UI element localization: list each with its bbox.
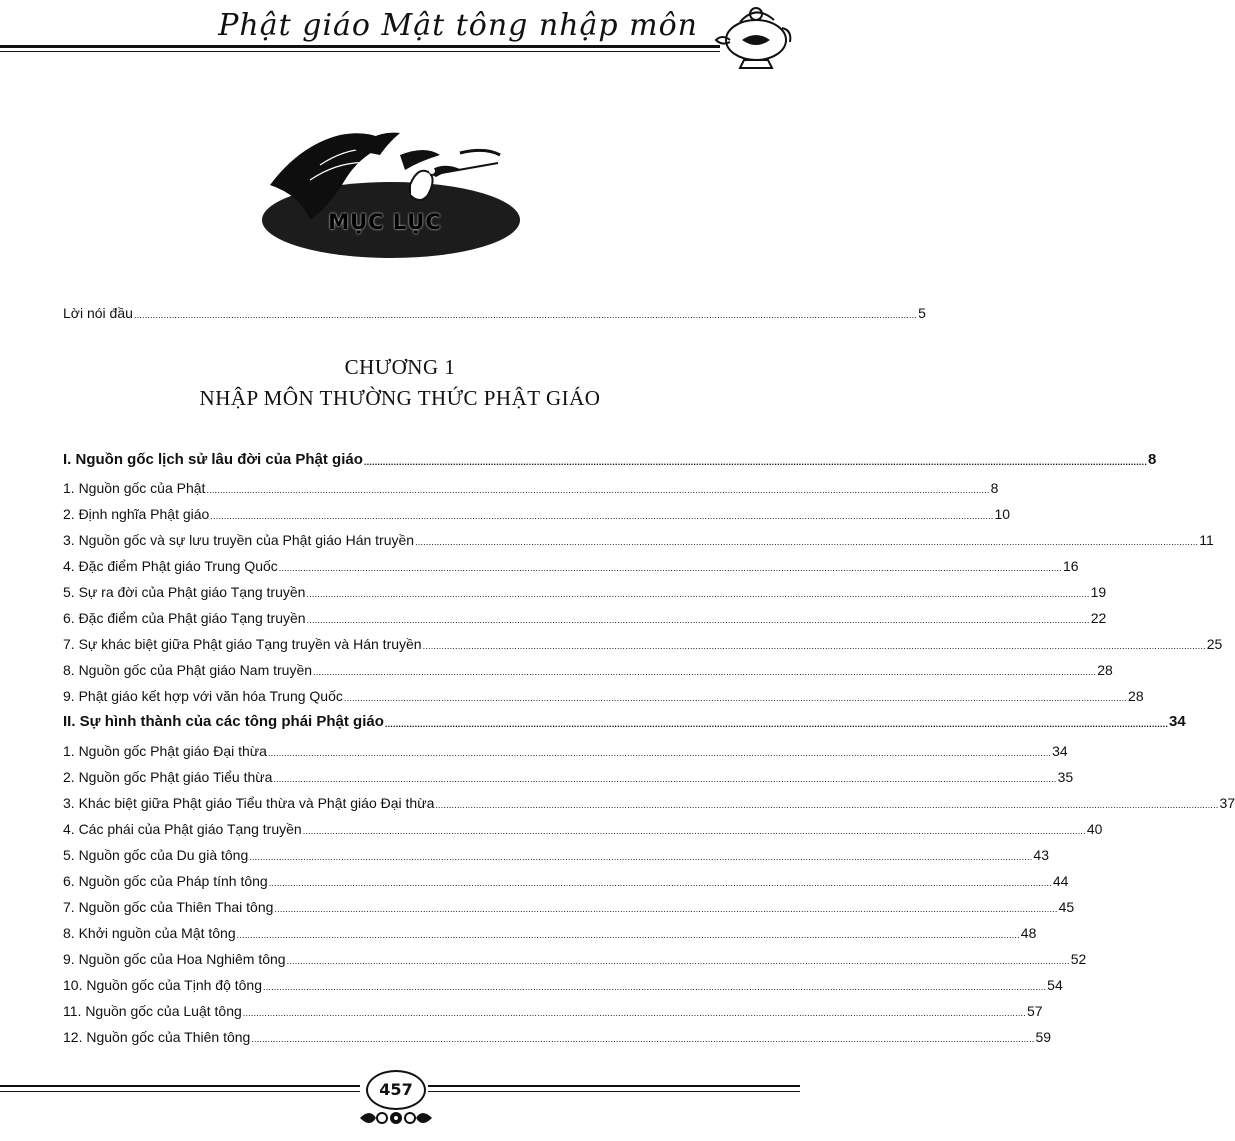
footer-rule-right-thin xyxy=(428,1091,800,1092)
toc-section-title: II. Sự hình thành của các tông phái Phật giáo xyxy=(63,713,384,730)
footer-rule-left-thin xyxy=(0,1091,360,1092)
toc-entry-title: 5. Nguồn gốc của Du già tông xyxy=(63,847,249,863)
toc-entry-page: 5 xyxy=(918,305,926,321)
toc-entry-title: 6. Đặc điểm của Phật giáo Tạng truyền xyxy=(63,610,306,626)
footer-rule-left xyxy=(0,1085,360,1087)
toc-entry-page: 8 xyxy=(990,480,999,496)
toc-entry-title: 12. Nguồn gốc của Thiên tông xyxy=(63,1029,251,1045)
toc-entry xyxy=(63,769,1074,785)
toc-entry xyxy=(63,506,1011,522)
toc-entry-title: 1. Nguồn gốc Phật giáo Đại thừa xyxy=(63,743,267,759)
toc-entry-page: 22 xyxy=(1090,610,1107,626)
toc-entry xyxy=(63,610,1107,626)
toc-entry-title: 6. Nguồn gốc của Pháp tính tông xyxy=(63,873,268,889)
toc-entry-page: 25 xyxy=(1206,636,1223,652)
toc-entry-title: 8. Nguồn gốc của Phật giáo Nam truyền xyxy=(63,662,313,678)
toc-entry-title: 9. Phật giáo kết hợp với văn hóa Trung Quốc xyxy=(63,688,343,704)
toc-entry-title: 4. Các phái của Phật giáo Tạng truyền xyxy=(63,821,302,837)
toc-entry-title: 4. Đặc điểm Phật giáo Trung Quốc xyxy=(63,558,278,574)
toc-entry xyxy=(63,662,1113,678)
toc-section-2 xyxy=(63,713,1186,730)
chapter-number: CHƯƠNG 1 xyxy=(344,355,456,379)
dot-leader: .................................................................................................................................................................................................................................................................................................. xyxy=(251,1034,1035,1044)
toc-section-1 xyxy=(63,451,1157,468)
dot-leader: .................................................................................................................................................................................................................................................................................................. xyxy=(422,641,1206,651)
toc-entry-page: 48 xyxy=(1020,925,1037,941)
dot-leader: .................................................................................................................................................................................................................................................................................................. xyxy=(302,826,1086,836)
toc-entry-page: 19 xyxy=(1090,584,1107,600)
toc-entry-title: Lời nói đầu xyxy=(63,305,133,321)
toc-entry xyxy=(63,1003,1043,1019)
toc-entry-page: 59 xyxy=(1035,1029,1052,1045)
toc-entry-title: 3. Nguồn gốc và sự lưu truyền của Phật giáo Hán truyền xyxy=(63,532,415,548)
flower-ornament-icon xyxy=(356,1104,436,1132)
dot-leader: .................................................................................................................................................................................................................................................................................................. xyxy=(268,878,1052,888)
dot-leader: .................................................................................................................................................................................................................................................................................................. xyxy=(278,563,1062,573)
dot-leader: .................................................................................................................................................................................................................................................................................................. xyxy=(306,589,1090,599)
toc-section-page: 34 xyxy=(1169,713,1186,730)
dot-leader: .................................................................................................................................................................................................................................................................................................. xyxy=(274,904,1058,914)
toc-entry xyxy=(63,743,1068,759)
toc-entry xyxy=(63,584,1107,600)
dot-leader: .................................................................................................................................................................................................................................................................................................. xyxy=(263,982,1047,992)
dot-leader: .................................................................................................................................................................................................................................................................................................. xyxy=(384,719,1169,729)
toc-entry xyxy=(63,821,1103,837)
toc-entry xyxy=(63,899,1075,915)
toc-entry-page: 45 xyxy=(1058,899,1075,915)
toc-entry-title: 2. Định nghĩa Phật giáo xyxy=(63,506,210,522)
header-rule xyxy=(0,45,720,48)
toc-entry-page: 44 xyxy=(1052,873,1069,889)
toc-entry-page: 11 xyxy=(1199,532,1214,548)
toc-entry-page: 34 xyxy=(1052,743,1068,759)
toc-entry-title: 9. Nguồn gốc của Hoa Nghiêm tông xyxy=(63,951,286,967)
page-number: 457 xyxy=(366,1070,426,1110)
toc-entry-title: 5. Sự ra đời của Phật giáo Tạng truyền xyxy=(63,584,306,600)
dot-leader: .................................................................................................................................................................................................................................................................................................. xyxy=(273,774,1057,784)
toc-entry-title: 8. Khởi nguồn của Mật tông xyxy=(63,925,236,941)
toc-entry-title: 7. Sự khác biệt giữa Phật giáo Tạng truyền và Hán truyền xyxy=(63,636,422,652)
toc-section-page: 8 xyxy=(1148,451,1157,468)
dot-leader: .................................................................................................................................................................................................................................................................................................. xyxy=(210,511,994,521)
toc-entry-title: 7. Nguồn gốc của Thiên Thai tông xyxy=(63,899,274,915)
toc-entry xyxy=(63,873,1069,889)
dot-leader: .................................................................................................................................................................................................................................................................................................. xyxy=(313,667,1097,677)
toc-entry xyxy=(63,532,1214,548)
toc-entry-page: 52 xyxy=(1070,951,1087,967)
dot-leader: .................................................................................................................................................................................................................................................................................................. xyxy=(133,310,918,320)
toc-entry-page: 28 xyxy=(1128,688,1144,704)
toc-entry xyxy=(63,925,1037,941)
footer-rule-right xyxy=(428,1085,800,1087)
toc-entry xyxy=(63,795,1235,811)
dot-leader: .................................................................................................................................................................................................................................................................................................. xyxy=(343,693,1128,703)
toc-entry xyxy=(63,480,999,496)
toc-entry-title: 1. Nguồn gốc của Phật xyxy=(63,480,206,496)
toc-entry xyxy=(63,977,1063,993)
toc-entry-page: 43 xyxy=(1033,847,1049,863)
toc-entry-page: 37 xyxy=(1219,795,1235,811)
toc-entry-page: 10 xyxy=(994,506,1011,522)
toc-entry-preface xyxy=(63,305,926,321)
crane-emblem-icon xyxy=(260,125,522,260)
toc-entry xyxy=(63,558,1079,574)
toc-entry xyxy=(63,847,1049,863)
dot-leader: .................................................................................................................................................................................................................................................................................................. xyxy=(435,800,1219,810)
toc-section-title: I. Nguồn gốc lịch sử lâu đời của Phật giáo xyxy=(63,451,363,468)
toc-entry-page: 57 xyxy=(1026,1003,1043,1019)
dot-leader: .................................................................................................................................................................................................................................................................................................. xyxy=(286,956,1070,966)
dot-leader: .................................................................................................................................................................................................................................................................................................. xyxy=(363,457,1148,467)
toc-entry-page: 16 xyxy=(1062,558,1079,574)
toc-entry-page: 35 xyxy=(1057,769,1074,785)
toc-entry-title: 2. Nguồn gốc Phật giáo Tiểu thừa xyxy=(63,769,273,785)
dot-leader: .................................................................................................................................................................................................................................................................................................. xyxy=(206,485,990,495)
header-rule-thin xyxy=(0,51,720,52)
toc-entry-title: 11. Nguồn gốc của Luật tông xyxy=(63,1003,242,1019)
toc-entry xyxy=(63,1029,1052,1045)
chapter-title: NHẬP MÔN THƯỜNG THỨC PHẬT GIÁO xyxy=(199,386,601,410)
toc-entry-title: 3. Khác biệt giữa Phật giáo Tiểu thừa và Phật giáo Đại thừa xyxy=(63,795,435,811)
toc-entry xyxy=(63,636,1223,652)
dot-leader: .................................................................................................................................................................................................................................................................................................. xyxy=(267,748,1052,758)
dot-leader: .................................................................................................................................................................................................................................................................................................. xyxy=(306,615,1090,625)
page-header xyxy=(0,0,800,70)
toc-entry-title: 10. Nguồn gốc của Tịnh độ tông xyxy=(63,977,263,993)
toc-entry-page: 54 xyxy=(1047,977,1063,993)
toc-entry-page: 28 xyxy=(1097,662,1113,678)
toc-entry xyxy=(63,688,1144,704)
toc-entry-page: 40 xyxy=(1086,821,1103,837)
dot-leader: .................................................................................................................................................................................................................................................................................................. xyxy=(242,1008,1026,1018)
dot-leader: .................................................................................................................................................................................................................................................................................................. xyxy=(415,537,1199,547)
book-title: Phật giáo Mật tông nhập môn xyxy=(208,8,708,43)
dot-leader: .................................................................................................................................................................................................................................................................................................. xyxy=(236,930,1020,940)
lotus-vase-ornament-icon xyxy=(712,0,794,72)
dot-leader: .................................................................................................................................................................................................................................................................................................. xyxy=(249,852,1033,862)
table-of-contents-label: MỤC LỤC xyxy=(328,210,442,234)
toc-entry xyxy=(63,951,1087,967)
